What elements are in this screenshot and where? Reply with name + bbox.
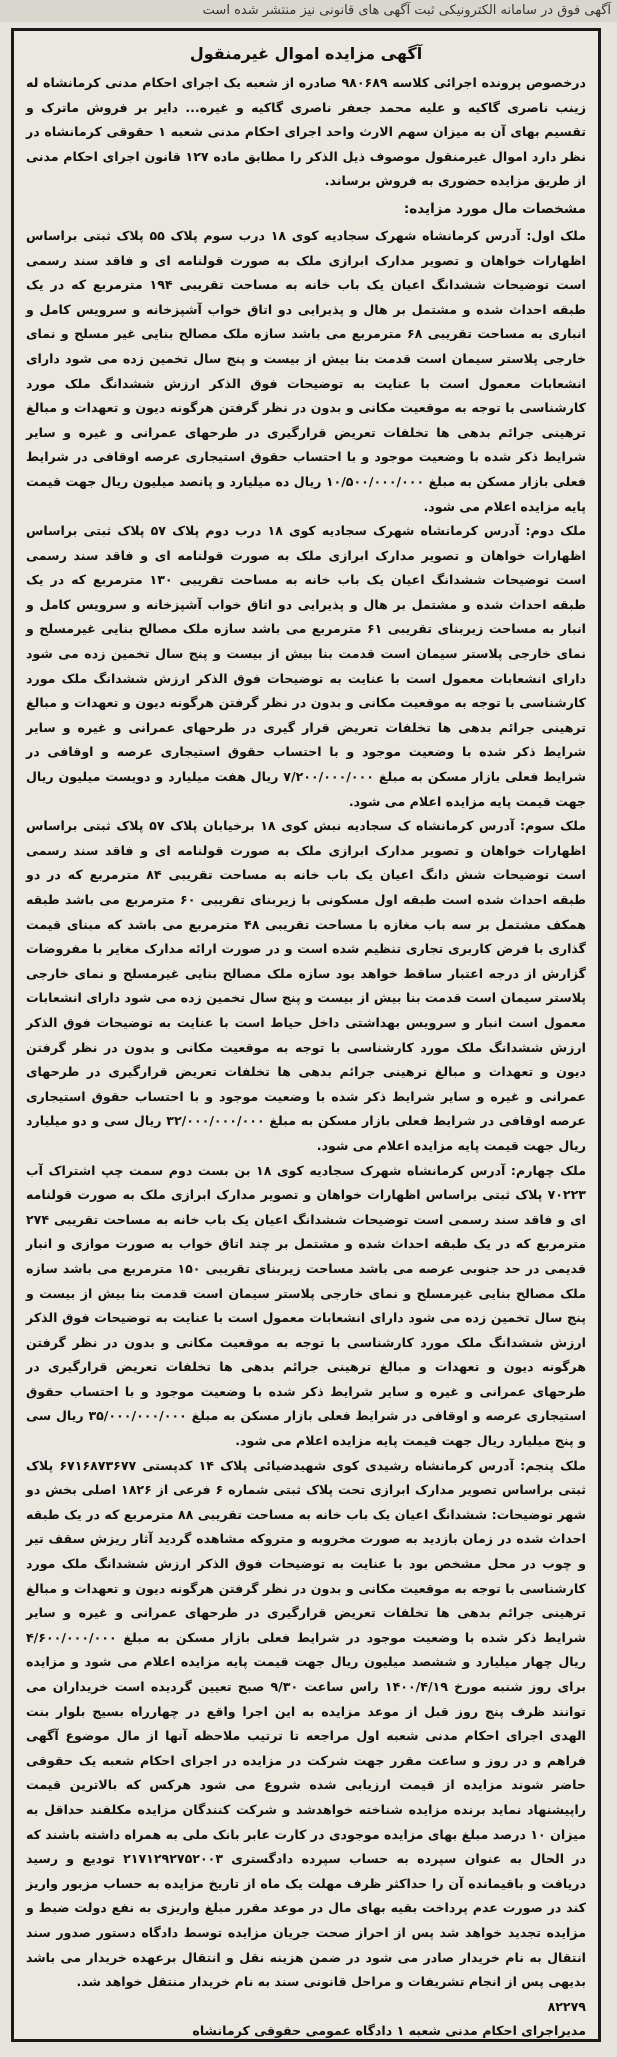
specs-heading: مشخصات مال مورد مزایده: — [403, 200, 586, 217]
property-item-4: ملک چهارم: آدرس کرمانشاه شهرک سجادیه کوی ۱۸ بن بست دوم سمت چپ اشتراک آب ۷۰۲۲۳ پلاک ثبتی براساس اظهارات خواهان و تصویر مدارک ابرازی ملک به صورت قولنامه ای و فاقد سند رسمی است توضیحات ششدانگ اعیان یک باب خانه به مساحت تقریبی ۲۷۴ مترمربع که در یک طبقه احداث شده و مشتمل بر چند اتاق خواب به صورت موازی و انبار قدیمی در حد جنوبی عرصه می باشد مساحت زیربنای تقریبی ۱۵۰ مترمربع می باشد سازه ملک مصالح بنایی غیرمسلح و نمای خارجی پلاستر سیمان است قدمت بنا بیش از بیست و پنج سال تخمین زده می شود دارای انشعابات معمول است با عنایت به توضیحات فوق الذکر ارزش ششدانگ ملک مورد کارشناسی با توجه به موقعیت مکانی و بدون در نظر گرفتن هرگونه دیون و تعهدات و مبالغ ترهینی جرائم بدهی ها تخلفات تعریض قرارگیری در طرحهای عمرانی و غیره و سایر شرایط ذکر شده با وضعیت موجود و با احتساب حقوق استیجاری عرصه و اوقافی در شرایط فعلی بازار مسکن به مبلغ ۳۵/۰۰۰/۰۰۰/۰۰۰ ریال سی و پنج میلیارد ریال جهت قیمت پایه مزایده اعلام می شود. — [26, 1162, 587, 1449]
notice-footer — [26, 1995, 586, 2020]
property-item-5-and-terms: ملک پنجم: آدرس کرمانشاه رشیدی کوی شهیدضیائی پلاک ۱۴ کدپستی ۶۷۱۶۸۷۳۶۷۷ پلاک ثبتی براساس تصویر مدارک ابرازی تحت پلاک ثبتی شماره ۶ فرعی از ۱۸۲۶ اصلی بخش دو شهر توضیحات: ششدانگ اعیان یک باب خانه به مساحت تقریبی ۸۸ مترمربع که در یک طبقه احداث شده در زمان بازدید به صورت مخروبه و متروکه مشاهده گردید آثار ریزش سقف تیر و چوب در محل مشخص بود با عنایت به توضیحات فوق الذکر ارزش ششدانگ ملک مورد کارشناسی با توجه به موقعیت مکانی و بدون در نظر گرفتن هرگونه دیون و تعهدات و مبالغ ترهینی جرائم بدهی ها تخلفات تعریض قرارگیری در طرحهای عمرانی و غیره و سایر شرایط ذکر شده با وضعیت موجود در شرایط فعلی بازار مسکن به مبلغ ۴/۶۰۰/۰۰۰/۰۰۰ ریال چهار میلیارد و ششصد میلیون ریال جهت قیمت پایه مزایده اعلام می شود و مزایده برای روز شنبه مورخ ۱۴۰۰/۴/۱۹ راس ساعت ۹/۳۰ صبح تعیین گردیده است خریداران می توانند ظرف پنج روز قبل از موعد مزایده به این اجرا واقع در چهارراه بسیج بلوار بنت الهدی اجرای احکام مدنی شعبه اول مراجعه تا ترتیب ملاحظه آنها از مال موضوع آگهی فراهم و در روز و ساعت مقرر جهت شرکت در مزایده در اجرای احکام شعبه یک حقوقی حاضر شوند مزایده از قیمت ارزیابی شده شروع می شود هرکس که بالاترین قیمت راپیشنهاد نماید برنده مزایده شناخته خواهدشد و شرکت کنندگان مزایده مکلفند حداقل به میزان ۱۰ درصد مبلغ بهای مزایده موجودی در کارت عابر بانک ملی به همراه داشته باشند که در الحال به عنوان سپرده به حساب سپرده دادگستری ۲۱۷۱۲۹۲۷۵۲۰۰۳ تودیع و رسید دریافت و باقیمانده آن را حداکثر ظرف مهلت یک ماه از تاریخ مزایده به حساب مزبور واریز کند در صورت عدم پرداخت بقیه بهای مال در موعد مقرر مبلغ واریزی به نفع دولت ضبط و مزایده تجدید خواهد شد پس از احراز صحت جریان مزایده توسط دادگاه دستور صدور سند انتقال به نام خریدار صادر می شود در ضمن هزینه نقل و انتقال برعهده خریدار می باشد بدیهی پس از انجام تشریفات و مراحل قانونی سند به نام خریدار منتقل خواهد شد. — [26, 1457, 587, 1990]
property-item-1: ملک اول: آدرس کرمانشاه شهرک سجادیه کوی ۱۸ درب سوم پلاک ۵۵ پلاک ثبتی براساس اظهارات خواهان و تصویر مدارک ابرازی ملک به صورت قولنامه ای و فاقد سند رسمی است توضیحات ششدانگ اعیان یک باب خانه به مساحت تقریبی ۱۹۴ مترمربع که در یک طبقه احداث شده و مشتمل بر هال و پذیرایی دو اتاق خواب آشپزخانه و سرویس کامل و انباری به مساحت تقریبی ۶۸ مترمربع می باشد سازه ملک مصالح بنایی غیر مسلح و نمای خارجی پلاستر سیمان است قدمت بنا بیش از بیست و پنج سال تخمین زده می شود دارای انشعابات معمول است با عنایت به توضیحات فوق الذکر ارزش ششدانگ ملک مورد کارشناسی با توجه به موقعیت مکانی و بدون در نظر گرفتن هرگونه دیون و تعهدات و مبالغ ترهینی جرائم بدهی ها تخلفات تعریض قرارگیری در طرحهای عمرانی و غیره و سایر شرایط ذکر شده با وضعیت موجود و با احتساب حقوق استیجاری عرصه اوقافی در شرایط فعلی بازار مسکن به مبلغ ۱۰/۵۰۰/۰۰۰/۰۰۰ ریال ده میلیارد و پانصد میلیون ریال جهت قیمت پایه مزایده اعلام می شود. — [26, 227, 586, 514]
header-strip: آگهی فوق در سامانه الکترونیکی ثبت آگهی های قانونی نیز منتشر شده است — [0, 0, 617, 22]
property-item-2: ملک دوم: آدرس کرمانشاه شهرک سجادیه کوی ۱۸ درب دوم پلاک ۵۷ پلاک ثبتی براساس اظهارات خواهان و تصویر مدارک ابرازی ملک به صورت قولنامه ای و فاقد سند رسمی است توضیحات ششدانگ اعیان یک باب خانه به مساحت تقریبی ۱۳۰ مترمربع که در یک طبقه احداث شده و مشتمل بر هال و پذیرایی دو اتاق خواب آشپزخانه و سرویس کامل و انبار به مساحت زیربنای تقریبی ۶۱ مترمربع می باشد سازه ملک مصالح بنایی غیرمسلح و نمای خارجی پلاستر سیمان است قدمت بنا بیش از بیست و پنج سال تخمین زده می شود دارای انشعابات معمول است با عنایت به توضیحات فوق الذکر ارزش ششدانگ ملک مورد کارشناسی با توجه به موقعیت مکانی و بدون در نظر گرفتن هرگونه دیون و تعهدات و مبالغ ترهینی جرائم بدهی ها تخلفات تعریض قرار گیری در طرحهای عمرانی و غیره و سایر شرایط ذکر شده با وضعیت موجود و با احتساب حقوق استیجاری عرصه و اوقافی در شرایط فعلی بازار مسکن به مبلغ ۷/۲۰۰/۰۰۰/۰۰۰ ریال هفت میلیارد و دویست میلیون ریال جهت قیمت پایه مزایده اعلام می شود. — [26, 523, 587, 809]
auction-notice-box — [11, 28, 601, 2042]
reference-number: ۸۲۲۷۹ — [547, 1998, 586, 2014]
auction-notice-content — [14, 31, 598, 2042]
property-item-3: ملک سوم: آدرس کرمانشاه ک سجادیه نبش کوی ۱۸ برخیابان پلاک ۵۷ پلاک ثبتی براساس اظهارات خواهان و تصویر مدارک ابرازی ملک به صورت قولنامه ای و فاقد سند رسمی است توضیحات شش دانگ اعیان یک باب خانه به مساحت تقریبی ۸۴ مترمربع که در دو طبقه احداث شده است طبقه اول مسکونی با زیربنای تقریبی ۶۰ مترمربع می باشد طبقه همکف مشتمل بر سه باب مغازه با مساحت تقریبی ۴۸ مترمربع می باشد که مبنای قیمت گذاری با فرض کاربری تجاری تنظیم شده است و در صورت ارائه مدارک مغایر با مفروضات گزارش از درجه اعتبار ساقط خواهد بود سازه ملک مصالح بنایی غیرمسلح و نمای خارجی پلاستر سیمان است قدمت بنا بیش از بیست و پنج سال تخمین زده می شود دارای انشعابات معمول است انبار و سرویس بهداشتی داخل حیاط است با عنایت به توضیحات فوق الذکر ارزش ششدانگ ملک مورد کارشناسی با توجه به موقعیت مکانی و بدون در نظر گرفتن دیون و تعهدات و مبالغ ترهینی جرائم بدهی ها تخلفات تعریض قرارگیری در طرحهای عمرانی و غیره و سایر شرایط ذکر شده با وضعیت موجود و با احتساب حقوق استیجاری عرصه اوقافی در شرایط فعلی بازار مسکن به مبلغ ۳۲/۰۰۰/۰۰۰/۰۰۰ ریال سی و دو میلیارد ریال جهت قیمت پایه مزایده اعلام می شود. — [26, 818, 587, 1153]
notice-title: آگهی مزایده اموال غیرمنقول — [189, 44, 423, 63]
notice-intro: درخصوص پرونده اجرائی کلاسه ۹۸۰۶۸۹ صادره از شعبه یک اجرای احکام مدنی کرمانشاه له زینب ناصری گاکیه و علیه محمد جعفر ناصری گاکیه و غیره... دایر بر فروش ماترک و تقسیم بهای آن به میزان سهم الارث واحد اجرای احکام مدنی شعبه ۱ حقوقی کرمانشاه در نظر دارد اموال غیرمنقول موصوف ذیل الذکر را مطابق ماده ۱۲۷ قانون اجرای احکام مدنی از طریق مزایده حضوری به فروش برساند. — [26, 75, 587, 189]
signature-line: مدیراجرای احکام مدنی شعبه ۱ دادگاه عمومی حقوقی کرمانشاه — [192, 2023, 586, 2039]
